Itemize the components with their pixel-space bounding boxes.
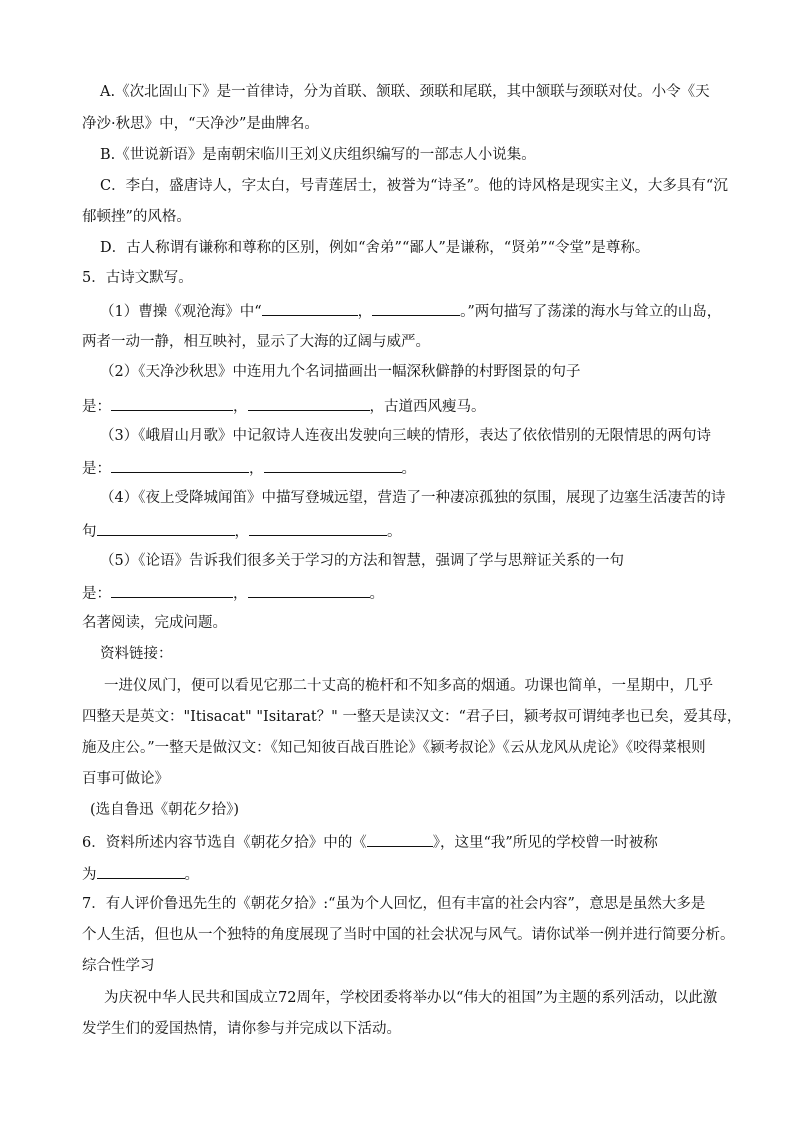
comma: ，: [357, 304, 373, 320]
label: 是：: [82, 461, 111, 477]
q5-item-1: [100, 300, 721, 322]
period: 。: [401, 461, 416, 477]
reading-passage-line-3: 施及庄公。”一整天是做汉文：《知己知彼百战百胜论》《颍考叔论》《云从龙风从虎论》《咬得菜根则: [82, 740, 706, 756]
answer-blank[interactable]: [97, 863, 185, 879]
q5-item-1-cont: 两者一动一静，相互映衬，显示了大海的辽阔与威严。: [82, 334, 430, 350]
reading-source: (选自鲁迅《朝花夕拾》): [90, 802, 240, 818]
q5-item-2-answer: [82, 395, 486, 417]
comma: ，: [249, 461, 264, 477]
answer-blank[interactable]: [372, 300, 460, 316]
q5-item-3-answer: [82, 457, 416, 479]
q5-item-1-prefix: （1）曹操《观沧海》中“: [100, 304, 262, 320]
q7-line-1: 7．有人评价鲁迅先生的《朝花夕拾》:“虽为个人回忆，但有丰富的社会内容”，意思是虽然大多是: [82, 896, 706, 912]
label: 是：: [82, 399, 111, 415]
period: 。: [387, 524, 402, 540]
option-c-line-1: C．李白，盛唐诗人，字太白，号青莲居士，被誉为“诗圣”。他的诗风格是现实主义，大多具有“沉: [100, 178, 728, 194]
period: 。: [369, 586, 384, 602]
comma: ，: [233, 399, 248, 415]
reading-link-label: 资料链接：: [100, 646, 173, 662]
answer-blank[interactable]: [97, 520, 235, 536]
answer-blank[interactable]: [262, 300, 358, 316]
q6-line-2: [82, 863, 199, 885]
q7-line-2: 个人生活，但也从一个独特的角度展现了当时中国的社会状况与风气。请你试举一例并进行简要分析。: [82, 927, 735, 943]
comma: ，: [234, 524, 249, 540]
q5-item-3: （3）《峨眉山月歌》中记叙诗人连夜出发驶向三峡的情形，表达了依依惜别的无限情思的两句诗: [100, 428, 711, 444]
option-d: D．古人称谓有谦称和尊称的区别，例如“舍弟”“鄙人”是谦称，“贤弟”“令堂”是尊称。: [100, 240, 650, 256]
label: 句: [82, 524, 97, 540]
q6-label: 为: [82, 867, 97, 883]
answer-blank[interactable]: [111, 457, 249, 473]
answer-blank[interactable]: [111, 582, 233, 598]
option-b: B.《世说新语》是南朝宋临川王刘义庆组织编写的一部志人小说集。: [100, 147, 536, 163]
option-a-line-1: A.《次北固山下》是一首律诗，分为首联、颔联、颈联和尾联，其中颔联与颈联对仗。小令《天: [100, 84, 710, 100]
comma: ，: [233, 586, 248, 602]
q5-item-4-answer: [82, 520, 402, 542]
comprehensive-line-2: 发学生们的爱国热情，请你参与并完成以下活动。: [82, 1021, 401, 1037]
q5-item-5-answer: [82, 582, 384, 604]
answer-blank[interactable]: [367, 831, 433, 847]
q6-line-1: [82, 831, 658, 853]
reading-passage-line-4: 百事可做论》: [82, 771, 169, 787]
option-c-line-2: 郁顿挫”的风格。: [82, 209, 191, 225]
option-a-line-2: 净沙·秋思》中，“天净沙”是曲牌名。: [82, 116, 319, 132]
answer-blank[interactable]: [248, 395, 370, 411]
answer-blank[interactable]: [264, 457, 402, 473]
q6-suffix: 》，这里“我”所见的学校曾一时被称: [432, 835, 658, 851]
label: 是：: [82, 586, 111, 602]
q5-item-5: （5）《论语》告诉我们很多关于学习的方法和智慧，强调了学与思辩证关系的一句: [100, 553, 624, 569]
comprehensive-line-1: 为庆祝中华人民共和国成立72周年，学校团委将举办以“伟大的祖国”为主题的系列活动，以此激: [104, 990, 718, 1006]
q5-item-4: （4）《夜上受降城闻笛》中描写登城远望，营造了一种凄凉孤独的氛围，展现了边塞生活凄苦的诗: [100, 490, 726, 506]
q6-prefix: 6．资料所述内容节选自《朝花夕拾》中的《: [82, 835, 367, 851]
reading-heading: 名著阅读，完成问题。: [82, 615, 227, 631]
comprehensive-heading: 综合性学习: [82, 958, 155, 974]
q5-item-2: （2）《天净沙秋思》中连用九个名词描画出一幅深秋僻静的村野图景的句子: [100, 364, 581, 380]
q5-item-2-suffix: ，古道西风瘦马。: [369, 399, 486, 415]
period: 。: [184, 867, 199, 883]
answer-blank[interactable]: [248, 582, 370, 598]
q5-title: 5．古诗文默写。: [82, 270, 193, 286]
reading-passage-line-1: 一进仪凤门，便可以看见它那二十丈高的桅杆和不知多高的烟通。功课也简单，一星期中，几乎: [104, 678, 713, 694]
q5-item-1-suffix: 。”两句描写了荡漾的海水与耸立的山岛，: [460, 304, 722, 320]
answer-blank[interactable]: [111, 395, 233, 411]
reading-passage-line-2: 四整天是英文："Itisacat" "Isitarat？" 一整天是读汉文：“君子曰，颍考叔可谓纯孝也已矣，爱其母，: [82, 709, 742, 725]
answer-blank[interactable]: [249, 520, 387, 536]
